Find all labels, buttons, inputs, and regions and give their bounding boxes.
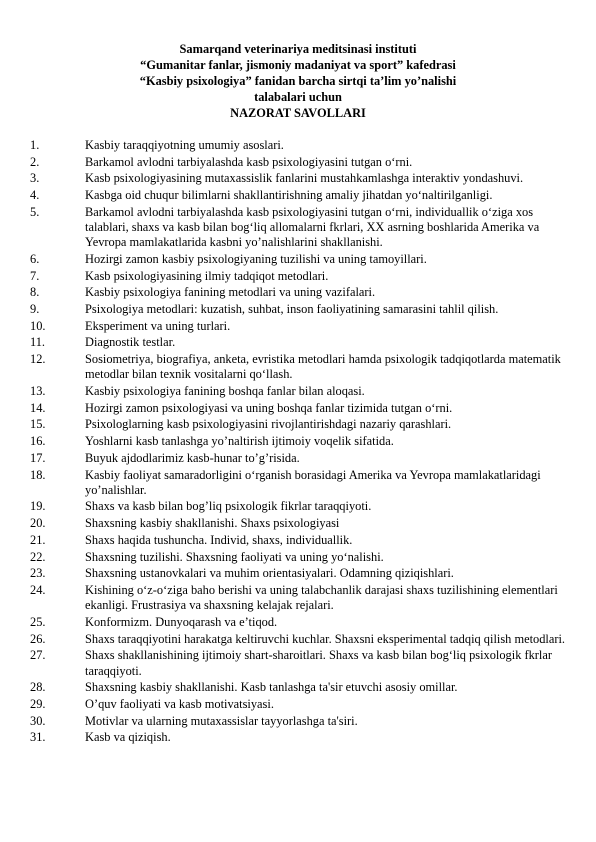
audience-line: talabalari uchun — [254, 90, 342, 104]
question-text: Kasbiy psixologiya fanining metodlari va uning vazifalari. — [85, 285, 376, 300]
question-number: 25. — [30, 614, 46, 629]
question-number: 28. — [30, 680, 46, 695]
question-text: Kasbga oid chuqur bilimlarni shakllantirishning amaliy jihatdan yo‘naltirilganligi. — [85, 188, 493, 203]
question-number: 24. — [30, 582, 46, 597]
question-text: Shaxs taraqqiyotini harakatga keltiruvchi kuchlar. Shaxsni eksperimental tadqiq qilish metodlari. — [85, 631, 566, 646]
question-item — [30, 302, 570, 317]
question-item — [30, 352, 570, 382]
question-number: 29. — [30, 696, 46, 711]
question-number: 17. — [30, 450, 46, 465]
question-text: Kasbiy taraqqiyotning umumiy asoslari. — [85, 138, 284, 152]
department-name: “Gumanitar fanlar, jismoniy madaniyat va sport” kafedrasi — [140, 58, 456, 72]
question-item — [30, 566, 570, 581]
question-item — [30, 730, 570, 745]
question-item — [30, 401, 570, 416]
question-item — [30, 155, 570, 170]
question-item — [30, 468, 570, 498]
question-text: Hozirgi zamon kasbiy psixologiyaning tuzilishi va uning tamoyillari. — [85, 251, 427, 266]
question-number: 12. — [30, 352, 46, 367]
question-number: 1. — [30, 138, 40, 152]
question-text: Motivlar va ularning mutaxassislar tayyorlashga ta'siri. — [85, 713, 358, 728]
question-number: 3. — [30, 171, 40, 186]
question-item — [30, 533, 570, 548]
question-text: Kasbiy faoliyat samaradorligini o‘rganish borasidagi Amerika va Yevropa mamlakatlaridagi yo’nalishlar. — [85, 467, 541, 497]
question-number: 11. — [30, 335, 46, 350]
question-text: O’quv faoliyati va kasb motivatsiyasi. — [85, 696, 274, 711]
question-item — [30, 451, 570, 466]
question-item — [30, 615, 570, 630]
question-number: 21. — [30, 532, 46, 547]
question-item — [30, 550, 570, 565]
question-item — [30, 583, 570, 613]
question-text: Psixologiya metodlari: kuzatish, suhbat, inson faoliyatining samarasini tahlil qilish. — [85, 302, 499, 317]
institute-name: Samarqand veterinariya meditsinasi instituti — [179, 42, 417, 56]
question-text: Kasb psixologiyasining ilmiy tadqiqot metodlari. — [85, 268, 329, 283]
course-title: “Kasbiy psixologiya” fanidan barcha sirtqi ta’lim yo’nalishi — [139, 74, 457, 88]
question-number: 31. — [30, 730, 46, 745]
question-text: Hozirgi zamon psixologiyasi va uning boshqa fanlar tizimida tutgan o‘rni. — [85, 400, 453, 415]
question-number: 6. — [30, 251, 40, 266]
question-text: Sosiometriya, biografiya, anketa, evristika metodlari hamda psixologik tadqiqotlarda matematik metodlar bilan texnik vositalarni qo‘llash. — [85, 352, 561, 382]
question-item — [30, 319, 570, 334]
question-number: 10. — [30, 318, 46, 333]
question-text: Kasb va qiziqish. — [85, 730, 171, 745]
question-item — [30, 648, 570, 678]
page-title: NAZORAT SAVOLLARI — [230, 106, 366, 120]
question-number: 27. — [30, 648, 46, 663]
question-number: 7. — [30, 268, 40, 283]
question-number: 19. — [30, 499, 46, 514]
question-text: Diagnostik testlar. — [85, 335, 176, 350]
question-text: Yoshlarni kasb tanlashga yo’naltirish ijtimoiy voqelik sifatida. — [85, 434, 394, 449]
question-item — [30, 417, 570, 432]
question-text: Psixologlarning kasb psixologiyasini rivojlantirishdagi nazariy qarashlari. — [85, 417, 452, 432]
question-item — [30, 516, 570, 531]
question-number: 2. — [30, 154, 40, 169]
question-item — [30, 434, 570, 449]
question-item — [30, 205, 570, 251]
question-item — [30, 252, 570, 267]
question-item — [30, 285, 570, 300]
question-item — [30, 714, 570, 729]
question-item — [30, 335, 570, 350]
question-number: 23. — [30, 566, 46, 581]
question-text: Buyuk ajdodlarimiz kasb-hunar to’g’risida. — [85, 450, 300, 465]
question-text: Kishining o‘z-o‘ziga baho berishi va uning talabchanlik darajasi shaxs tuzilishining elementlari ekanligi. Frustrasiya va shaxsning kelajak rejalari. — [85, 582, 558, 613]
question-item — [30, 384, 570, 399]
question-number: 22. — [30, 549, 46, 564]
document-header — [60, 41, 536, 121]
question-number: 16. — [30, 434, 46, 449]
question-number: 30. — [30, 713, 46, 728]
question-item — [30, 697, 570, 712]
question-text: Kasb psixologiyasining mutaxassislik fanlarini mustahkamlashga interaktiv yondashuvi. — [85, 171, 524, 186]
question-text: Shaxsning kasbiy shakllanishi. Kasb tanlashga ta'sir etuvchi asosiy omillar. — [85, 680, 458, 695]
question-number: 15. — [30, 417, 46, 432]
question-text: Shaxsning tuzilishi. Shaxsning faoliyati va uning yo‘nalishi. — [85, 549, 384, 564]
question-text: Shaxsning kasbiy shakllanishi. Shaxs psixologiyasi — [85, 516, 340, 531]
question-item — [30, 138, 570, 153]
question-text: Shaxs haqida tushuncha. Individ, shaxs, individuallik. — [85, 532, 353, 547]
question-item — [30, 499, 570, 514]
question-text: Barkamol avlodni tarbiyalashda kasb psixologiyasini tutgan o‘rni, individuallik o‘ziga xos talablari, shaxs va kasb bilan bog‘liq allomalarni fkrlari, XX asrning boshlarida Amerika va Yevropa mamlakatlarida kasbni yo’nalishlarini shakllanishi. — [85, 204, 540, 250]
question-number: 20. — [30, 516, 46, 531]
question-number: 13. — [30, 384, 46, 399]
questions-list — [30, 138, 570, 747]
question-item — [30, 171, 570, 186]
question-text: Konformizm. Dunyoqarash va e’tiqod. — [85, 614, 278, 629]
question-text: Barkamol avlodni tarbiyalashda kasb psixologiyasini tutgan o‘rni. — [85, 154, 413, 169]
question-number: 26. — [30, 631, 46, 646]
question-number: 14. — [30, 400, 46, 415]
question-text: Shaxsning ustanovkalari va muhim orientasiyalari. Odamning qiziqishlari. — [85, 566, 454, 581]
question-number: 9. — [30, 302, 40, 317]
question-number: 5. — [30, 204, 40, 219]
question-item — [30, 188, 570, 203]
question-text: Shaxs shakllanishining ijtimoiy shart-sharoitlari. Shaxs va kasb bilan bog‘liq psixologik fkrlar taraqqiyoti. — [85, 648, 553, 678]
question-item — [30, 632, 570, 647]
question-text: Kasbiy psixologiya fanining boshqa fanlar bilan aloqasi. — [85, 384, 365, 399]
question-item — [30, 680, 570, 695]
question-number: 4. — [30, 188, 40, 203]
question-text: Eksperiment va uning turlari. — [85, 318, 231, 333]
question-item — [30, 269, 570, 284]
question-number: 8. — [30, 285, 40, 300]
question-number: 18. — [30, 467, 46, 482]
question-text: Shaxs va kasb bilan bog’liq psixologik fikrlar taraqqiyoti. — [85, 499, 372, 514]
